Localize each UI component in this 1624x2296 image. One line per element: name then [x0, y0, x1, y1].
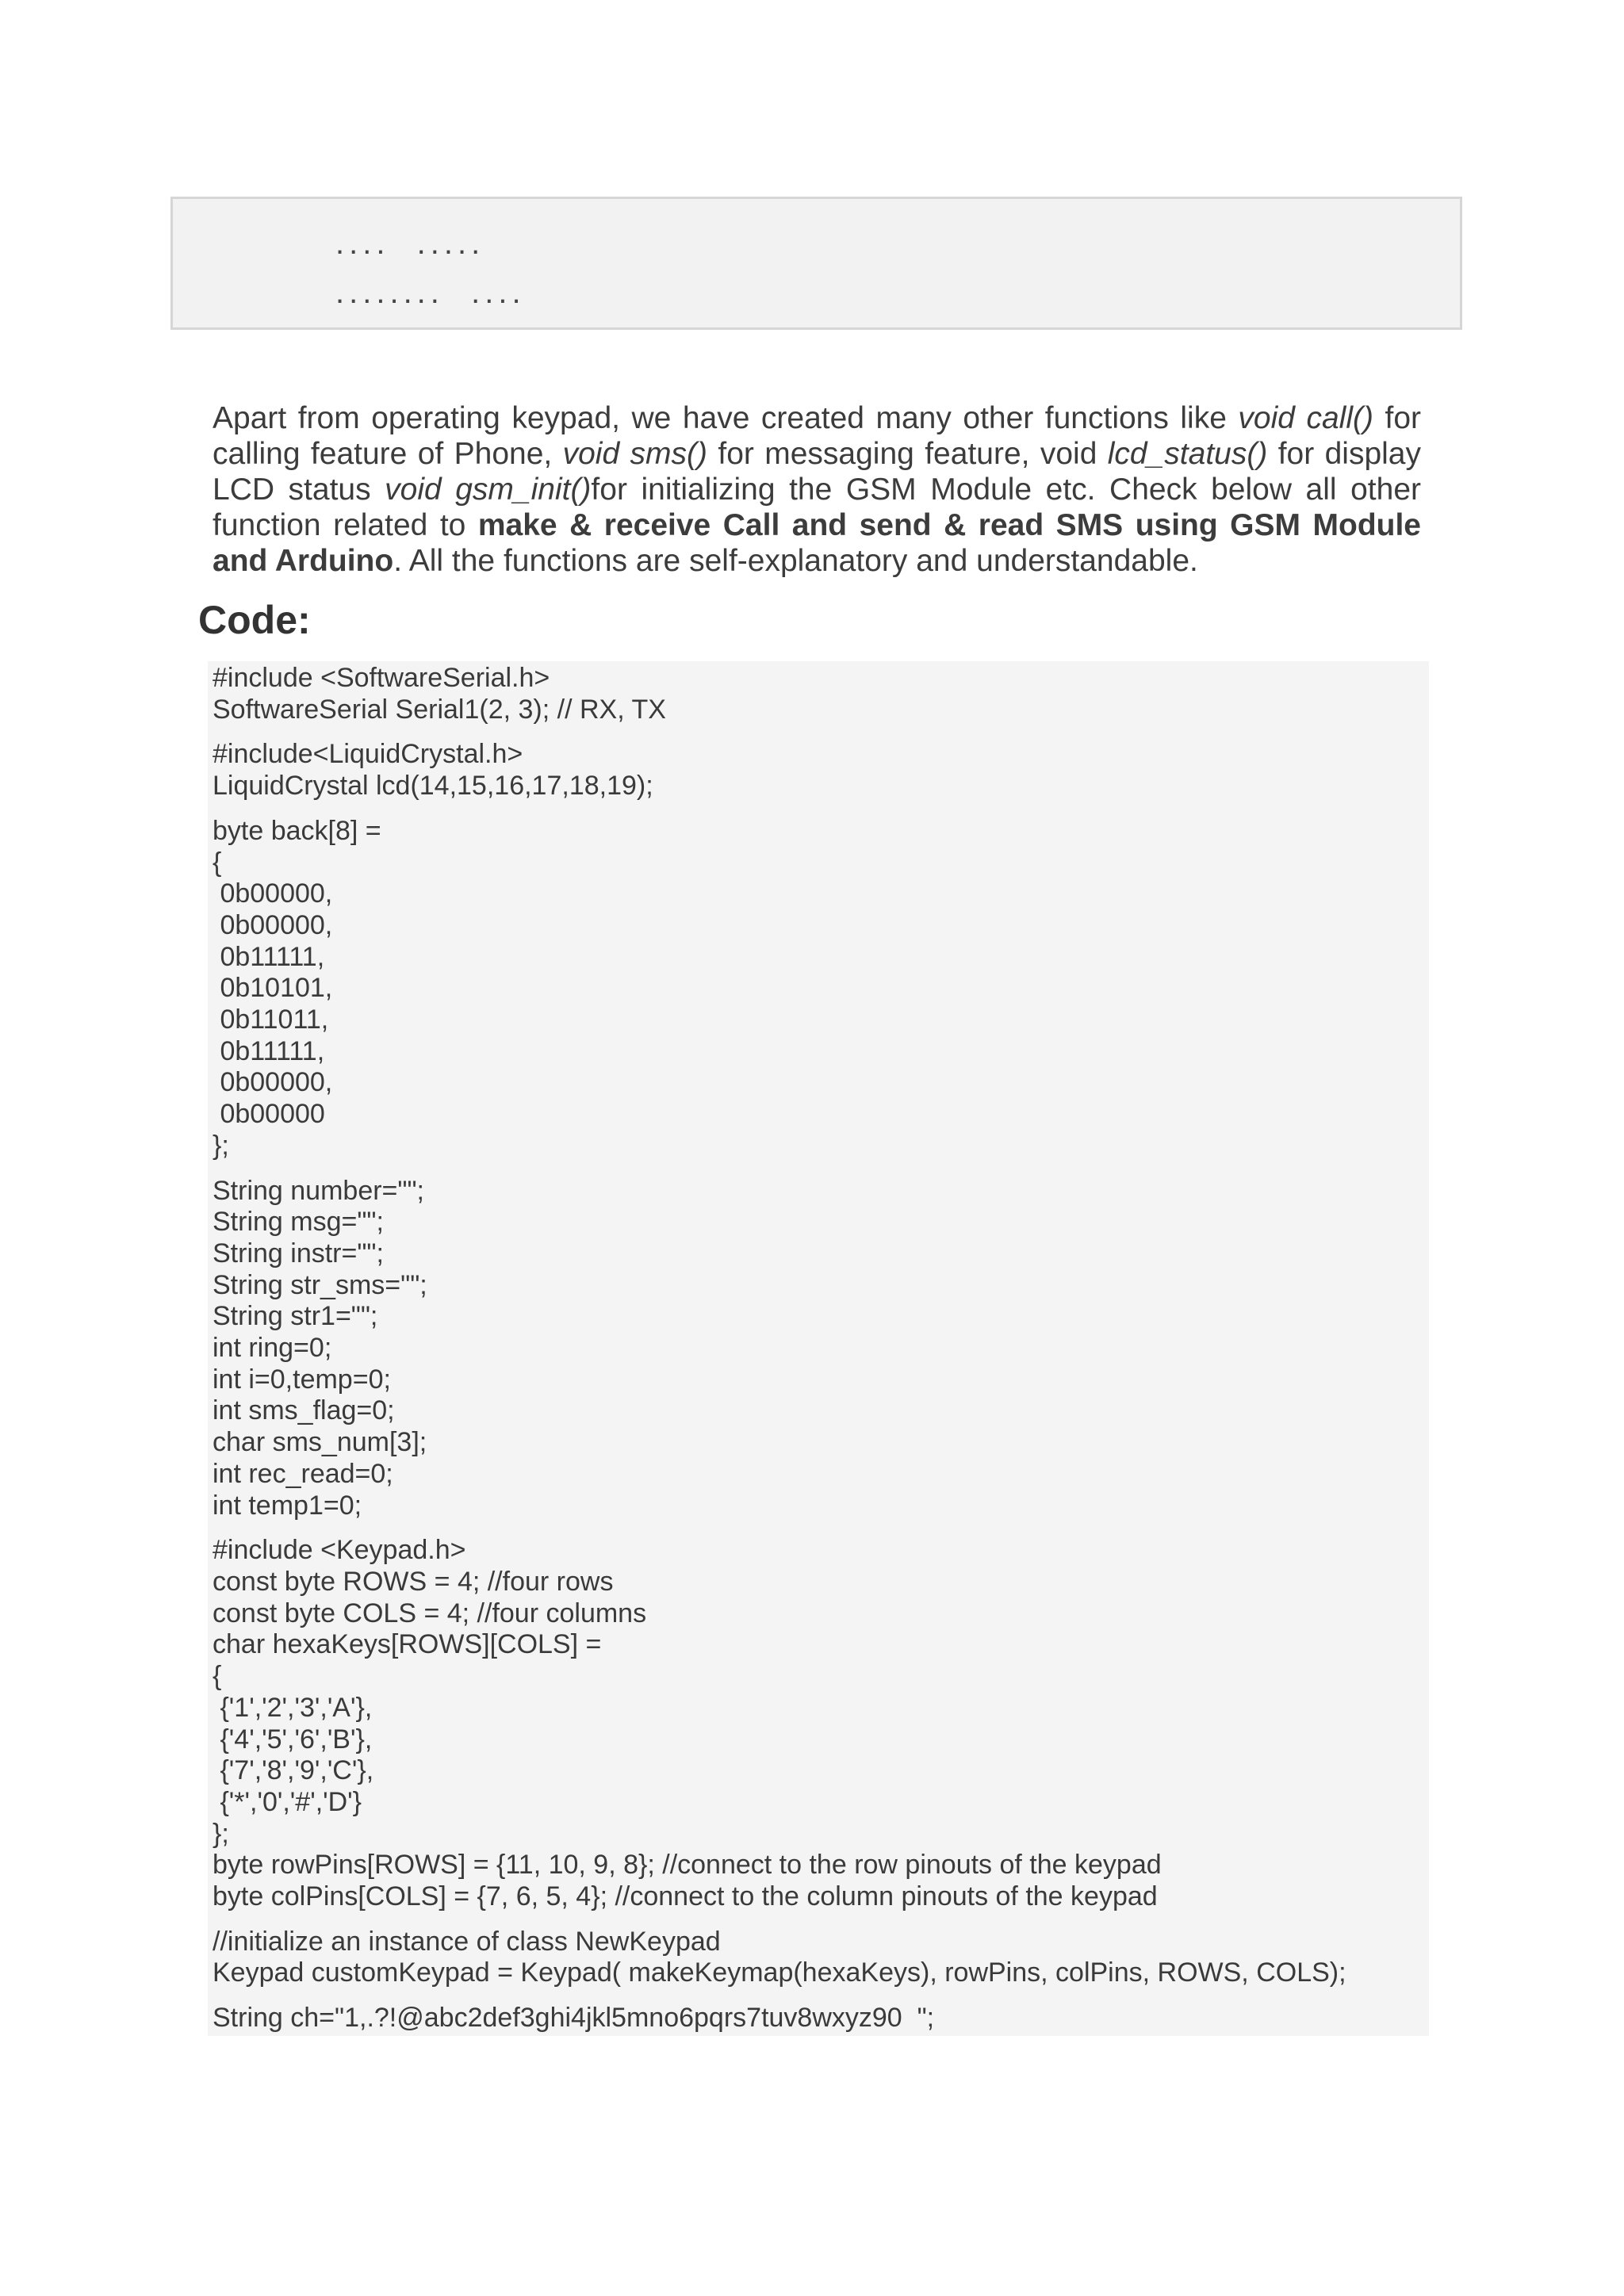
code-line: String str1="";: [213, 1301, 378, 1332]
code-block: [213, 663, 1426, 2048]
code-group: [213, 1176, 1426, 1522]
code-line: byte rowPins[ROWS] = {11, 10, 9, 8}; //connect to the row pinouts of the keypad: [213, 1850, 1162, 1881]
code-line: int i=0,temp=0;: [213, 1364, 391, 1395]
code-line: String msg="";: [213, 1207, 384, 1238]
code-line: String ch="1,.?!@abc2def3ghi4jkl5mno6pqrs7tuv8wxyz90 ";: [213, 2003, 935, 2034]
intro-text: . All the functions are self-explanatory and understandable.: [393, 544, 1198, 578]
code-line: {'7','8','9','C'},: [213, 1755, 374, 1786]
intro-function-lcd-status: lcd_status(): [1107, 437, 1268, 471]
intro-text: Apart from operating keypad, we have created many other functions like: [213, 401, 1239, 435]
code-line: #include <SoftwareSerial.h>: [213, 663, 550, 693]
code-line: int ring=0;: [213, 1333, 332, 1364]
code-line: {: [213, 1661, 222, 1692]
intro-text: for messaging feature, void: [707, 437, 1108, 471]
code-group: [213, 1927, 1426, 1989]
intro-bold-phrase: make & receive Call and send & read SMS using GSM Module and Arduino: [213, 508, 1421, 578]
intro-function-sms: void sms(): [562, 437, 707, 471]
intro-text: for initializing the GSM Module etc. Check below all other function related to: [213, 473, 1421, 542]
code-line: String str_sms="";: [213, 1269, 427, 1300]
intro-text: for calling feature of Phone,: [213, 401, 1421, 471]
code-line: char hexaKeys[ROWS][COLS] =: [213, 1629, 602, 1660]
code-line: #include<LiquidCrystal.h>: [213, 739, 523, 770]
code-group: [213, 2003, 1426, 2034]
code-line: int sms_flag=0;: [213, 1395, 395, 1426]
code-group: [213, 663, 1426, 725]
code-line: int temp1=0;: [213, 1490, 362, 1521]
code-line: {'*','0','#','D'}: [213, 1786, 362, 1817]
code-line: 0b11011,: [213, 1004, 329, 1035]
code-line: };: [213, 1818, 229, 1849]
prev-code-line-2: ........ ....: [335, 275, 526, 310]
code-line: 0b00000: [213, 1099, 325, 1130]
code-line: String number="";: [213, 1175, 424, 1206]
intro-paragraph: [213, 400, 1421, 579]
code-line: char sms_num[3];: [213, 1427, 427, 1458]
code-line: SoftwareSerial Serial1(2, 3); // RX, TX: [213, 694, 666, 725]
code-line: 0b11111,: [213, 1035, 325, 1066]
code-line: String instr="";: [213, 1238, 384, 1269]
previous-code-box: [170, 197, 1462, 330]
code-line: Keypad customKeypad = Keypad( makeKeymap(hexaKeys), rowPins, colPins, ROWS, COLS);: [213, 1957, 1346, 1988]
code-line: 0b10101,: [213, 973, 333, 1004]
code-line: {'1','2','3','A'},: [213, 1692, 373, 1723]
code-line: const byte ROWS = 4; //four rows: [213, 1566, 614, 1597]
code-line: //initialize an instance of class NewKeypad: [213, 1926, 721, 1957]
code-line: 0b11111,: [213, 941, 325, 972]
code-heading: Code:: [198, 598, 311, 642]
intro-text: for display LCD status: [213, 437, 1421, 507]
code-line: 0b00000,: [213, 909, 333, 940]
code-group: [213, 816, 1426, 1162]
code-line: #include <Keypad.h>: [213, 1535, 466, 1566]
code-line: };: [213, 1130, 229, 1161]
intro-function-gsm-init: void gsm_init(): [385, 473, 592, 507]
prev-code-line-1: .... .....: [335, 226, 485, 261]
code-line: LiquidCrystal lcd(14,15,16,17,18,19);: [213, 771, 653, 802]
code-line: byte colPins[COLS] = {7, 6, 5, 4}; //connect to the column pinouts of the keypad: [213, 1881, 1158, 1912]
code-line: byte back[8] =: [213, 815, 381, 846]
code-line: const byte COLS = 4; //four columns: [213, 1598, 647, 1628]
code-group: [213, 739, 1426, 802]
code-line: {'4','5','6','B'},: [213, 1724, 373, 1755]
code-line: 0b00000,: [213, 1067, 333, 1098]
intro-function-call: void call(): [1238, 401, 1373, 435]
code-line: int rec_read=0;: [213, 1458, 393, 1489]
code-line: 0b00000,: [213, 878, 333, 909]
code-group: [213, 1535, 1426, 1912]
code-line: {: [213, 847, 222, 878]
